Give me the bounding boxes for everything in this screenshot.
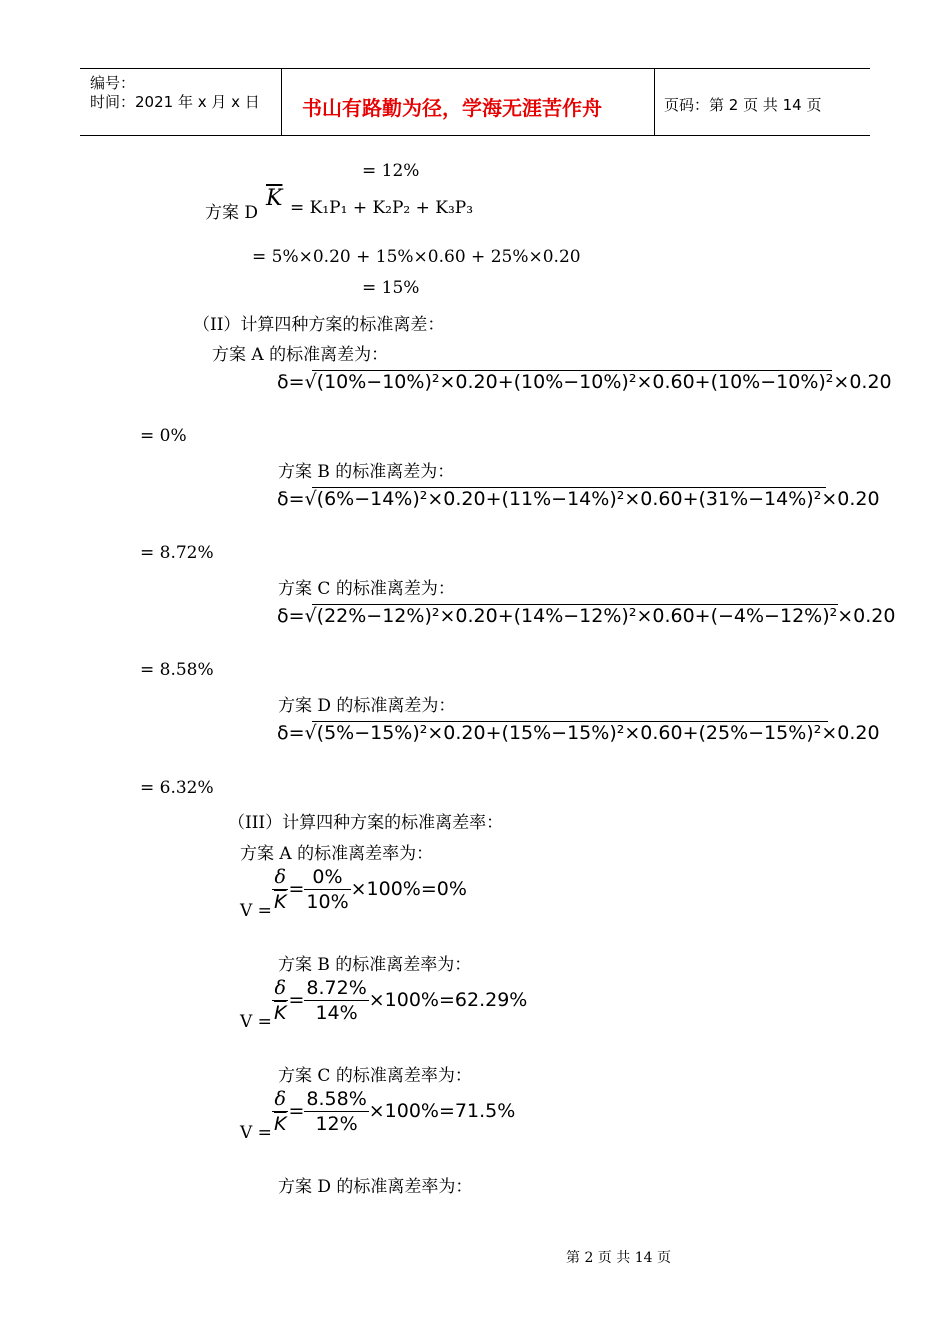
plan-b-std-formula: δ=√(6%−14%)²×0.20+(11%−14%)²×0.60+(31%−14%)²×0.20: [277, 488, 880, 510]
plan-a-v-numerator: 0%: [304, 866, 350, 890]
plan-d-std-result: = 6.32%: [140, 778, 214, 798]
header-time-label: 时间：2021 年 x 月 x 日: [90, 93, 260, 111]
header-bottom-rule: [80, 135, 870, 136]
plan-b-radical-bar: [312, 487, 826, 488]
plan-d-expected-calc: = 5%×0.20 + 15%×0.60 + 25%×0.20: [252, 247, 581, 267]
plan-c-std-formula: δ=√(22%−12%)²×0.20+(14%−12%)²×0.60+(−4%−12%)²×0.20: [277, 605, 896, 627]
plan-b-v-numerator: 8.72%: [306, 977, 367, 999]
header-divider-right: [654, 68, 655, 136]
plan-a-std-result: = 0%: [140, 426, 187, 446]
section-2-title: （II）计算四种方案的标准离差：: [193, 315, 445, 335]
delta-over-k-fraction: $\frac{\delta}{K}$: [274, 866, 287, 913]
plan-b-v-label: 方案 B 的标准离差率为：: [278, 955, 472, 975]
plan-c-v-label: 方案 C 的标准离差率为：: [278, 1066, 472, 1086]
plan-a-v-denominator: 10%: [306, 891, 349, 913]
k-bar-symbol: $\overline{K}$: [266, 186, 283, 211]
plan-d-std-formula: δ=√(5%−15%)²×0.20+(15%−15%)²×0.60+(25%−15%)²×0.20: [277, 722, 880, 744]
plan-d-v-label: 方案 D 的标准离差率为：: [278, 1177, 473, 1197]
plan-a-std-formula: δ=√(10%−10%)²×0.20+(10%−10%)²×0.60+(10%−10%)²×0.20: [277, 371, 892, 393]
plan-a-v-fraction: [304, 866, 350, 913]
header-top-rule: [80, 68, 870, 69]
plan-d-radical-bar: [312, 721, 828, 722]
header-number-label: 编号：: [90, 74, 136, 92]
plan-b-std-result: = 8.72%: [140, 543, 214, 563]
header-divider-left: [281, 68, 282, 136]
plan-a-v-prefix: V =: [240, 901, 272, 921]
plan-c-v-tail: ×100%=71.5%: [368, 1100, 516, 1122]
plan-b-v-tail: ×100%=62.29%: [368, 989, 528, 1011]
plan-c-v-denominator: 12%: [315, 1113, 358, 1135]
plan-d-expected-prefix: 方案 D: [205, 203, 259, 223]
plan-c-v-numerator: 8.58%: [306, 1088, 367, 1110]
plan-a-v-tail: ×100%=0%: [350, 878, 467, 900]
plan-c-std-result: = 8.58%: [140, 660, 214, 680]
plan-a-std-label: 方案 A 的标准离差为：: [212, 345, 389, 365]
plan-d-expected-equation: = K₁P₁ + K₂P₂ + K₃P₃: [290, 198, 474, 218]
plan-c-radical-bar: [312, 604, 838, 605]
plan-c-v-formula: $\frac{\delta}{K}$ = $\frac{8.58\%}{12\%}$ ×100%=71.5%: [274, 1088, 516, 1135]
plan-b-v-prefix: V =: [240, 1012, 272, 1032]
plan-a-radical-bar: [312, 370, 832, 371]
footer-page-number: 第 2 页 共 14 页: [566, 1250, 671, 1266]
plan-c-v-fraction: [304, 1088, 368, 1135]
plan-a-v-label: 方案 A 的标准离差率为：: [240, 844, 434, 864]
plan-b-v-fraction: [304, 977, 368, 1024]
plan-d-expected-result: = 15%: [362, 278, 420, 298]
header-page-info: 页码：第 2 页 共 14 页: [664, 96, 822, 114]
plan-c-std-label: 方案 C 的标准离差为：: [278, 579, 455, 599]
plan-d-std-label: 方案 D 的标准离差为：: [278, 696, 456, 716]
plan-a-v-formula: $\frac{\delta}{K}$ = $\frac{0\%}{10\%}$ ×100%=0%: [274, 866, 467, 913]
plan-c-expected-result: = 12%: [362, 161, 420, 181]
plan-b-v-formula: $\frac{\delta}{K}$ = $\frac{8.72\%}{14\%}$ ×100%=62.29%: [274, 977, 528, 1024]
header-motto: 书山有路勤为径，学海无涯苦作舟: [302, 96, 602, 120]
plan-b-v-denominator: 14%: [315, 1002, 358, 1024]
delta-over-k-fraction: $\frac{\delta}{K}$: [274, 977, 287, 1024]
delta-over-k-fraction: $\frac{\delta}{K}$: [274, 1088, 287, 1135]
plan-c-v-prefix: V =: [240, 1123, 272, 1143]
plan-b-std-label: 方案 B 的标准离差为：: [278, 462, 455, 482]
section-3-title: （III）计算四种方案的标准离差率：: [228, 813, 504, 833]
